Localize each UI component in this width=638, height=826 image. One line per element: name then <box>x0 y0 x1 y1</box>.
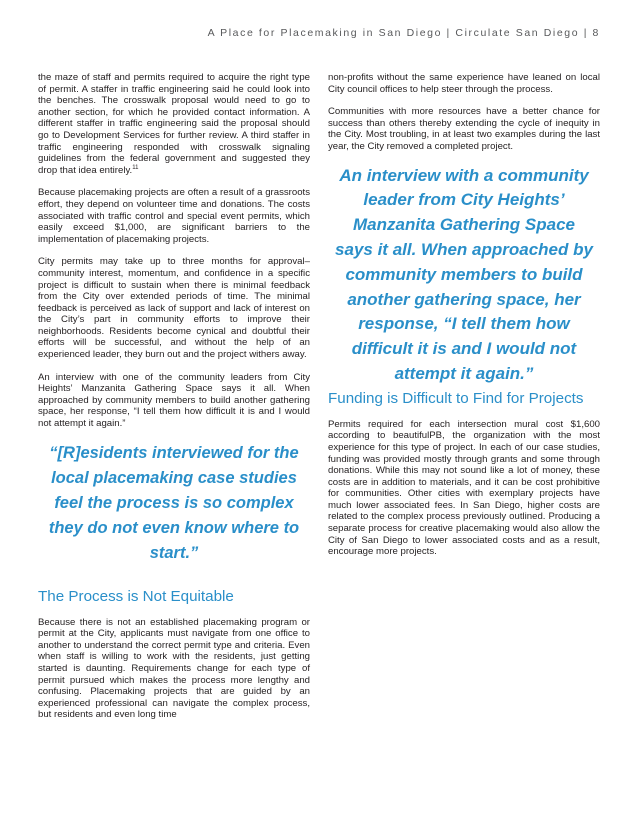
pull-quote-residents: “[R]esidents interviewed for the local placemaking case studies feel the process is so complex they do not even know where to start.” <box>48 443 300 562</box>
paragraph-permit-maze <box>38 72 310 176</box>
footnote-marker[interactable]: 11 <box>132 164 139 171</box>
pull-quote-interview: An interview with a community leader from City Heights’ Manzanita Gathering Space says it all. When approached by community members to build another gathering space, her response, “I tell them how difficult it is and I would not attempt it again.” <box>335 165 593 383</box>
section-heading-not-equitable: The Process is Not Equitable <box>38 587 234 605</box>
paragraph-funding: Permits required for each intersection mural cost $1,600 according to beautifulPB, the organization with the most experience for this type of project. In each of our case studies, funding was provided mostly through grants and some through donations. While this may not sound like a lot of money, these costs are in addition to materials, and it can be cost prohibitive for communities. Other cities with exemplary projects have much lower associated fees. In San Diego, higher costs are related to the complex process previously outlined. Producing a separate process for creative placemaking would also allow the City of San Diego to lower associated costs and as a result, encourage more projects. <box>328 418 600 558</box>
running-header: A Place for Placemaking in San Diego | Circulate San Diego | 8 <box>207 27 600 39</box>
paragraph-grassroots-costs: Because placemaking projects are often a result of a grassroots effort, they depend on volunteer time and donations. The costs associated with traffic control and special event permits, which easily exceed $1,000, are significant barriers to the implementation of placemaking projects. <box>38 187 310 245</box>
paragraph-text: the maze of staff and permits required to acquire the right type of permit. A staffer in traffic engineering said he could look into the benches. The crosswalk proposal would need to go to another section, for which he provided contact information. A different staffer in traffic engineering said the proposal should go to Development Services for further review. A third staffer in traffic engineering responded with crosswalk signaling guidelines from the federal government and suggested they drop that idea entirely. <box>38 72 310 176</box>
section-heading-funding: Funding is Difficult to Find for Projects <box>328 389 584 407</box>
right-column <box>328 72 600 569</box>
paragraph-no-program: Because there is not an established placemaking program or permit at the City, applicants must navigate from one office to another to understand the correct permit type and criteria. Even when staff is willing to work with the residents, just getting started is daunting. Requirements change for each type of permit pursued which makes the process more lengthy and confusing. Placemaking projects that are guided by an experienced professional can navigate the complex process, but residents and even long time <box>38 616 310 721</box>
paragraph-approval-time: City permits may take up to three months for approval– community interest, momentum, and confidence in a specific project is difficult to sustain when there is minimal feedback from the City over extended periods of time. The minimal feedback is perceived as lack of support and lack of interest on the City’s part in community efforts to improve their neighborhoods. Residents become cynical and doubtful their efforts will be successful, and without the help of an experienced leader, they burn out and the project withers away. <box>38 256 310 361</box>
paragraph-inequity: Communities with more resources have a better chance for success than others thereby extending the cycle of inequity in the City. Most troubling, in at least two examples during the last year, the City removed a completed project. <box>328 106 600 152</box>
left-column <box>38 72 310 732</box>
paragraph-interview: An interview with one of the community leaders from City Heights’ Manzanita Gathering Space says it all. When approached by community members to build another gathering space, her response, “I tell them how difficult it is and I would not attempt it again.” <box>38 371 310 430</box>
paragraph-non-profits: non-profits without the same experience have leaned on local City council offices to help steer through the process. <box>328 72 600 95</box>
